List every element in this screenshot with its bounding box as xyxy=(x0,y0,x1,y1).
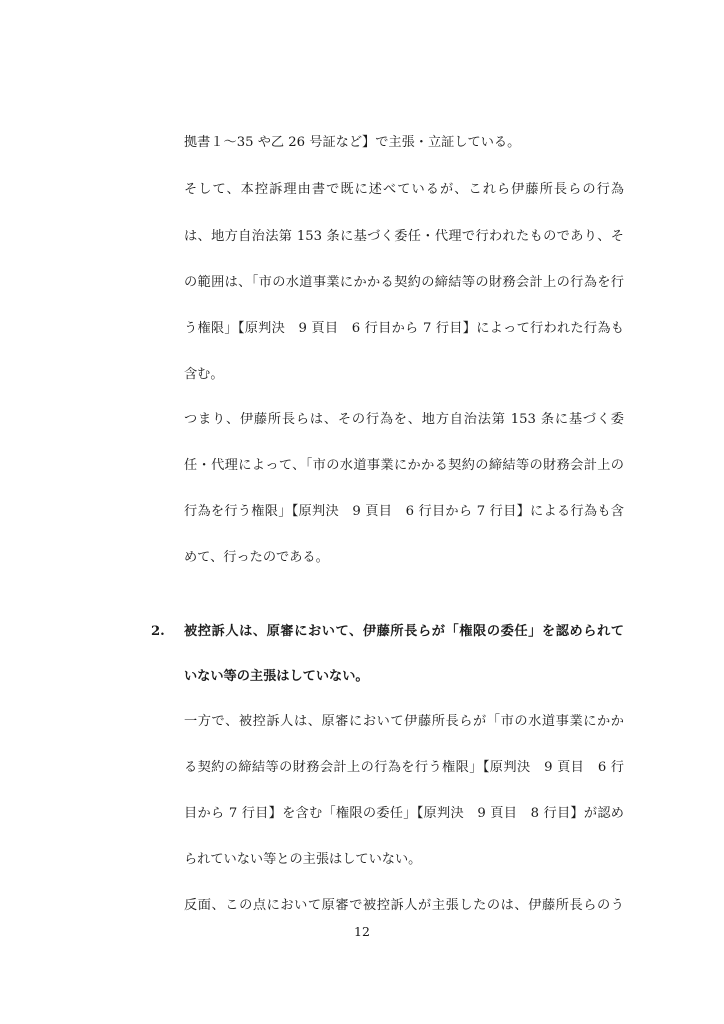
text-line: 任・代理によって、「市の水道事業にかかる契約の締結等の財務会計上の xyxy=(184,458,624,473)
text-line: の範囲は、「市の水道事業にかかる契約の締結等の財務会計上の行為を行 xyxy=(184,275,624,290)
text-line: 一方で、被控訴人は、原審において伊藤所長らが「市の水道事業にかか xyxy=(184,714,624,729)
section-heading-line: 被控訴人は、原審において、伊藤所長らが「権限の委任」を認められて xyxy=(184,624,624,639)
text-line: は、地方自治法第 153 条に基づく委任・代理で行われたものであり、そ xyxy=(184,229,624,244)
text-line: 拠書１～35 や乙 26 号証など】で主張・立証している。 xyxy=(184,135,521,150)
text-line: られていない等との主張はしていない。 xyxy=(184,852,422,867)
section-heading-line: いない等の主張はしていない。 xyxy=(184,669,369,684)
text-line: つまり、伊藤所長らは、その行為を、地方自治法第 153 条に基づく委 xyxy=(184,412,624,427)
text-line: 行為を行う権限」【原判決 9 頁目 6 行目から 7 行目】による行為も含 xyxy=(184,504,624,519)
page-number: 12 xyxy=(354,924,370,939)
section-number: 2. xyxy=(151,624,165,639)
text-line: 反面、この点において原審で被控訴人が主張したのは、伊藤所長らのう xyxy=(184,898,624,913)
text-line: めて、行ったのである。 xyxy=(184,550,329,565)
text-line: 含む。 xyxy=(184,367,224,382)
text-line: る契約の締結等の財務会計上の行為を行う権限」【原判決 9 頁目 6 行 xyxy=(184,760,624,775)
text-line: そして、本控訴理由書で既に述べているが、これら伊藤所長らの行為 xyxy=(184,182,624,197)
text-line: う権限」【原判決 9 頁目 6 行目から 7 行目】によって行われた行為も xyxy=(184,321,624,336)
text-line: 目から 7 行目】を含む「権限の委任」【原判決 9 頁目 8 行目】が認め xyxy=(184,806,624,821)
